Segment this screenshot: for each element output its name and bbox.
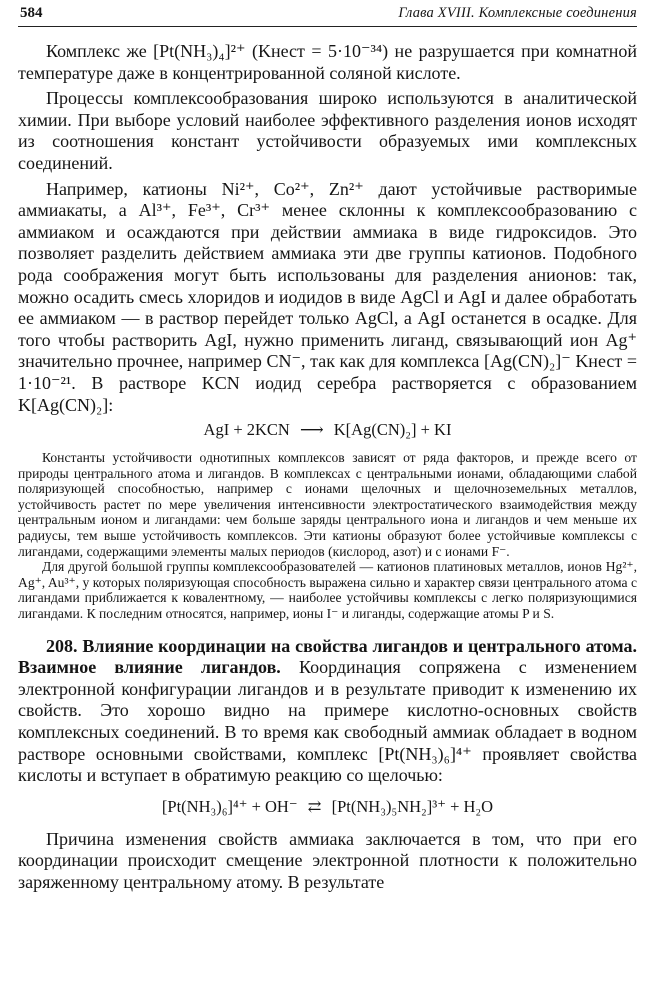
paragraph-analytical-chemistry: Процессы комплексообразования широко используются в аналитической химии. При выборе условий наиболее эффективного разделения ионов исходят из соотношения констант устойчивости образуемых ими комплексных соединений. <box>18 88 637 173</box>
page-header <box>18 0 637 27</box>
equation-agi-kcn <box>18 420 637 440</box>
small-paragraph-stability-factors: Константы устойчивости однотипных комплексов зависят от ряда факторов, и прежде всего от природы центрального атома и лигандов. В комплексах с центральными ионами, обладающими слабой поляризующей способностью, например с ионами щелочных и щелочноземельных металлов, устойчивость растет по мере увеличения интенсивности электростатического взаимодействия между центральным ионом и лигандами: чем больше заряды центрального иона и лигандов и чем меньше их радиусы, тем выше устойчивость комплексов. Эти катионы образуют более устойчивые комплексы с лигандами, содержащими элементы малых периодов (кислород, азот) и с ионами F⁻. <box>18 450 637 559</box>
paragraph-pt-complex: Комплекс же [Pt(NH₃)₄]²⁺ (Kнест = 5·10⁻³⁴) не разрушается при комнатной температуре даже в концентрированной соляной кислоте. <box>18 41 637 83</box>
section-title: Влияние координации на свойства лигандов и центрального атома. Взаимное влияние лигандов. <box>18 635 637 678</box>
page-content <box>18 41 637 894</box>
section-208 <box>18 636 637 787</box>
equilibrium-arrow-icon: ⇄ <box>307 796 322 816</box>
paragraph-ammonia-properties: Причина изменения свойств аммиака заключается в том, что при его координации происходит смещение электронной плотности к положительно заряженному центральному атому. В результате <box>18 828 637 892</box>
equation-right: [Pt(NH₃)₅NH₂]³⁺ + H₂O <box>331 796 494 816</box>
small-print-block <box>18 450 637 622</box>
small-paragraph-platinum-metals: Для другой большой группы комплексообразователей — катионов платиновых металлов, ионов Hg²⁺, Ag⁺, Au³⁺, у которых поляризующая способность выражена сильно и характер связи центрального атома с лигандами приближается к ковалентному, — наиболее устойчивы комплексы с легко поляризующимися лигандами. К последним относятся, например, ионы I⁻ и лиганды, содержащие атомы P и S. <box>18 559 637 622</box>
paragraph-cation-separation: Например, катионы Ni²⁺, Co²⁺, Zn²⁺ дают устойчивые растворимые аммиакаты, а Al³⁺, Fe³⁺, Cr³⁺ менее склонны к комплексообразованию с аммиаком и осаждаются при действии аммиака в виде гидроксидов. Это позволяет разделить действием аммиака эти две группы катионов. Подобного рода соображения могут быть использованы для разделения анионов: так, можно осадить смесь хлоридов и иодидов в виде AgCl и AgI и далее обработать ее аммиаком — в раствор перейдет только AgCl, а AgI останется в осадке. Для того чтобы растворить AgI, нужно применить лиганд, связывающий ион Ag⁺ значительно прочнее, например CN⁻, так как для комплекса [Ag(CN)₂]⁻ Kнест = 1·10⁻²¹. В растворе KCN иодид серебра растворяется с образованием K[Ag(CN)₂]: <box>18 178 637 415</box>
section-number: 208. <box>46 635 78 656</box>
section-text: Координация сопряжена с изменением электронной конфигурации лигандов и в результате приводит к изменению их свойств. Это хорошо видно на примере кислотно-основных свойств комплексных соединений. В то время как свободный аммиак обладает в водном растворе основными свойствами, комплекс [Pt(NH₃)₆]⁴⁺ проявляет свойства кислоты и вступает в обратимую реакцию со щелочью: <box>18 657 638 786</box>
page-number: 584 <box>20 5 43 21</box>
reaction-arrow-icon: ⟶ <box>299 420 324 440</box>
equation-left: AgI + 2KCN <box>203 420 290 440</box>
equation-pt-ammine-hydroxide <box>18 797 637 817</box>
equation-right: K[Ag(CN)₂] + KI <box>333 420 452 440</box>
running-title: Глава XVIII. Комплексные соединения <box>398 5 637 21</box>
equation-left: [Pt(NH₃)₆]⁴⁺ + OH⁻ <box>161 796 298 816</box>
